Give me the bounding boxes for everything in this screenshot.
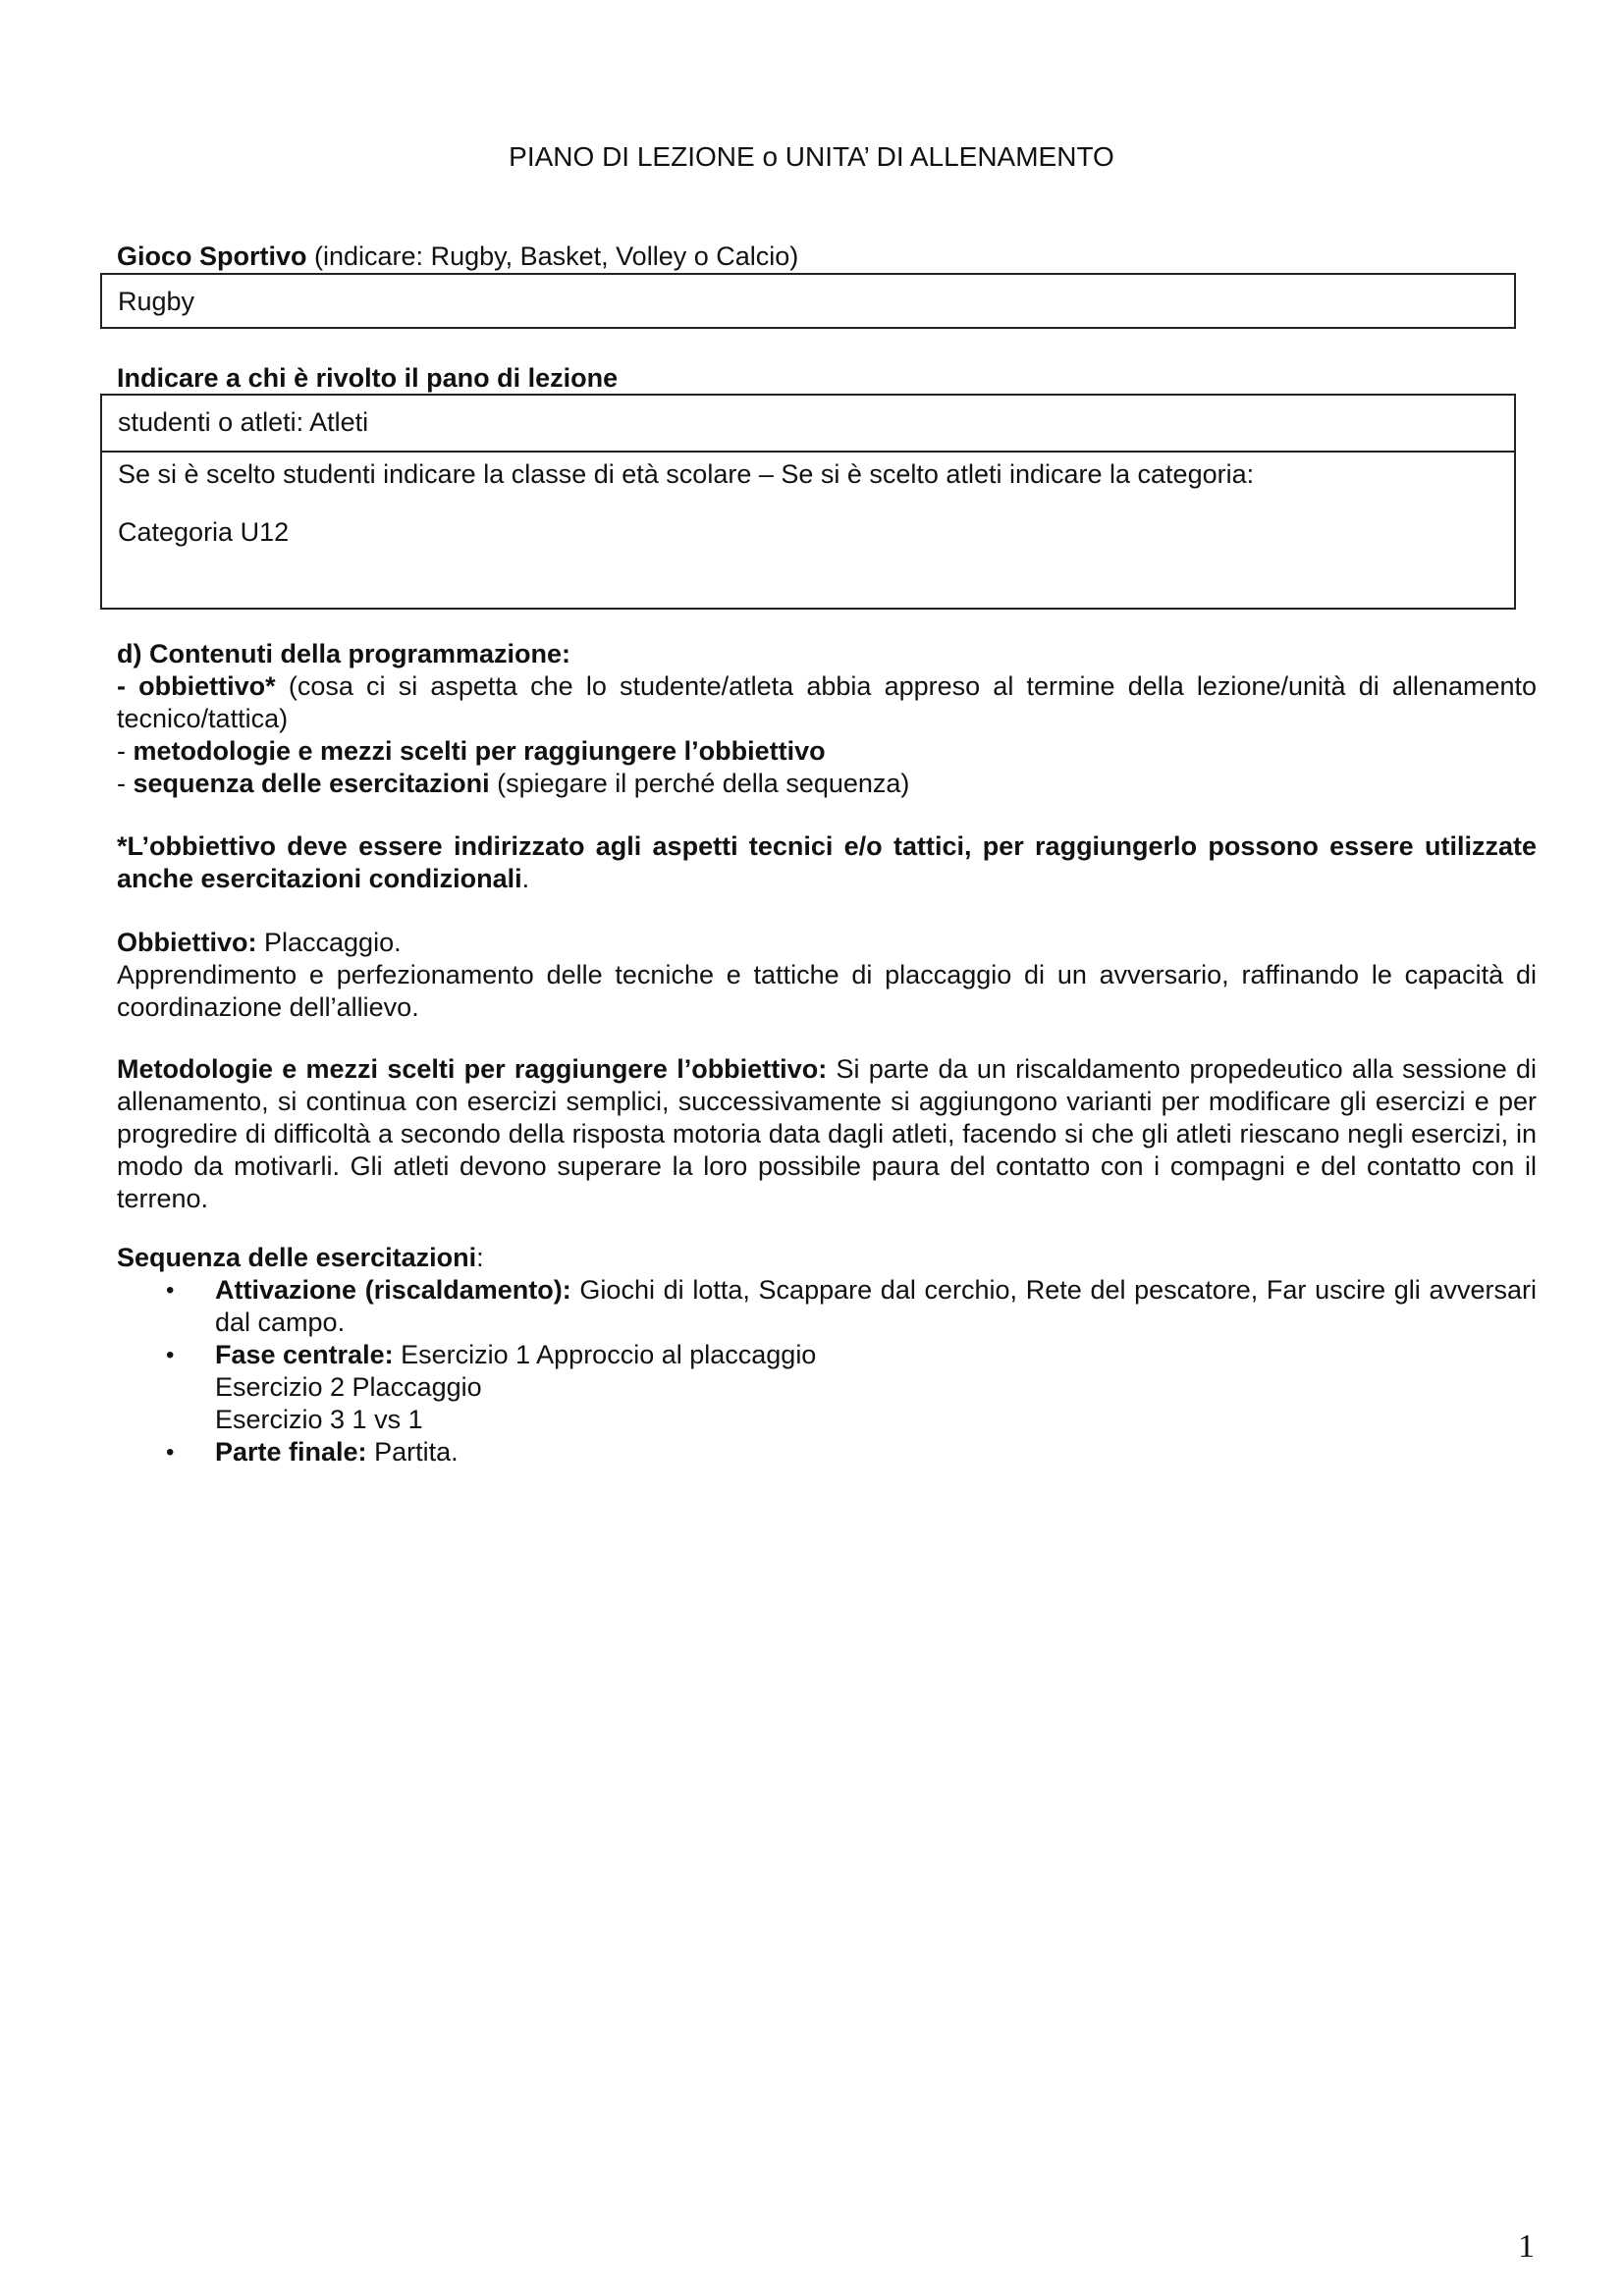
sequence-label: Sequenza delle esercitazioni: [117, 1243, 477, 1272]
page-number: 1: [1518, 2228, 1535, 2265]
target-row2-value: Categoria U12: [118, 517, 290, 547]
sequence-item-text: Partita.: [366, 1437, 459, 1467]
sequence-heading: [117, 1242, 1537, 1274]
sport-label: [117, 240, 798, 273]
contents-line1-bold: - obbiettivo*: [117, 671, 276, 701]
target-row1: studenti o atleti: Atleti: [118, 407, 369, 437]
sport-field: [100, 273, 1516, 329]
sport-label-bold: Gioco Sportivo: [117, 241, 307, 271]
target-label: [117, 361, 618, 395]
contents-heading: [117, 638, 1537, 670]
contents-line-methodology: [117, 735, 1537, 768]
page-title: PIANO DI LEZIONE o UNITA’ DI ALLENAMENTO: [509, 141, 1114, 172]
note-bold: *L’obbiettivo deve essere indirizzato agli aspetti tecnici e/o tattici, per raggiungerlo possono essere utilizzate anche esercitazioni condizionali: [117, 831, 1537, 893]
contents-heading-text: d) Contenuti della programmazione:: [117, 639, 571, 668]
sequence-item-bold: Parte finale:: [215, 1437, 367, 1467]
objective-line: [117, 927, 1537, 959]
sequence-item-text: Giochi di lotta, Scappare dal cerchio, Rete del pescatore, Far uscire gli avversari dal campo.: [215, 1275, 1538, 1337]
sport-value: Rugby: [118, 287, 195, 316]
contents-line3-dash: -: [117, 769, 134, 798]
sequence-item-bold: Fase centrale:: [215, 1340, 394, 1369]
contents-line2-bold: metodologie e mezzi scelti per raggiungere l’obbiettivo: [133, 736, 826, 766]
contents-line3-bold: sequenza delle esercitazioni: [133, 769, 490, 798]
bullet-icon: •: [166, 1277, 175, 1304]
objective-section: [117, 927, 1537, 1024]
note-paragraph: [117, 830, 1537, 895]
contents-line1-rest: (cosa ci si aspetta che lo studente/atleta abbia appreso al termine della lezione/unità di allenamento tecnico/tattica): [117, 671, 1537, 733]
bullet-icon: •: [166, 1439, 175, 1466]
sport-label-rest: (indicare: Rugby, Basket, Volley o Calcio): [306, 241, 799, 271]
sequence-item-line2: Esercizio 2 Placcaggio: [215, 1372, 482, 1402]
contents-line3-rest: (spiegare il perché della sequenza): [489, 769, 910, 798]
objective-description: Apprendimento e perfezionamento delle tecniche e tattiche di placcaggio di un avversario, raffinando le capacità di coordinazione dell’allievo.: [117, 960, 1537, 1022]
sequence-item-text: Esercizio 1 Approccio al placcaggio: [393, 1340, 817, 1369]
sequence-item-activation: [117, 1274, 1537, 1339]
methodology-paragraph: [117, 1053, 1537, 1215]
contents-line2-dash: -: [117, 736, 134, 766]
contents-section: [117, 638, 1537, 800]
methodology-text: Si parte da un riscaldamento propedeutico alla sessione di allenamento, si continua con esercizi semplici, successivamente si aggiungono varianti per modificare gli esercizi e per progredire di difficoltà a secondo della risposta motoria data dagli atleti, facendo si che gli atleti riescano negli esercizi, in modo da motivarli. Gli atleti devono superare la loro possibile paura del contatto con i compagni e del contatto con il terreno.: [117, 1054, 1537, 1213]
sequence-item-line3: Esercizio 3 1 vs 1: [215, 1405, 423, 1434]
target-table: [100, 394, 1516, 610]
bullet-icon: •: [166, 1342, 175, 1368]
sequence-list: [117, 1274, 1537, 1468]
target-label-bold: Indicare a chi è rivolto il pano di lezione: [117, 363, 619, 393]
table-divider: [102, 451, 1514, 453]
methodology-label: Metodologie e mezzi scelti per raggiungere l’obbiettivo:: [117, 1054, 828, 1084]
sequence-item-final: [117, 1436, 1537, 1468]
objective-label: Obbiettivo:: [117, 928, 257, 957]
target-row2-note: Se si è scelto studenti indicare la classe di età scolare – Se si è scelto atleti indicare la categoria:: [118, 459, 1255, 489]
objective-value: Placcaggio.: [256, 928, 402, 957]
sequence-item-central: [117, 1339, 1537, 1436]
note-rest: .: [521, 864, 530, 893]
contents-line-objective: [117, 670, 1537, 735]
sequence-item-bold: Attivazione (riscaldamento):: [215, 1275, 571, 1305]
contents-line-sequence: [117, 768, 1537, 800]
sequence-colon: :: [476, 1243, 484, 1272]
